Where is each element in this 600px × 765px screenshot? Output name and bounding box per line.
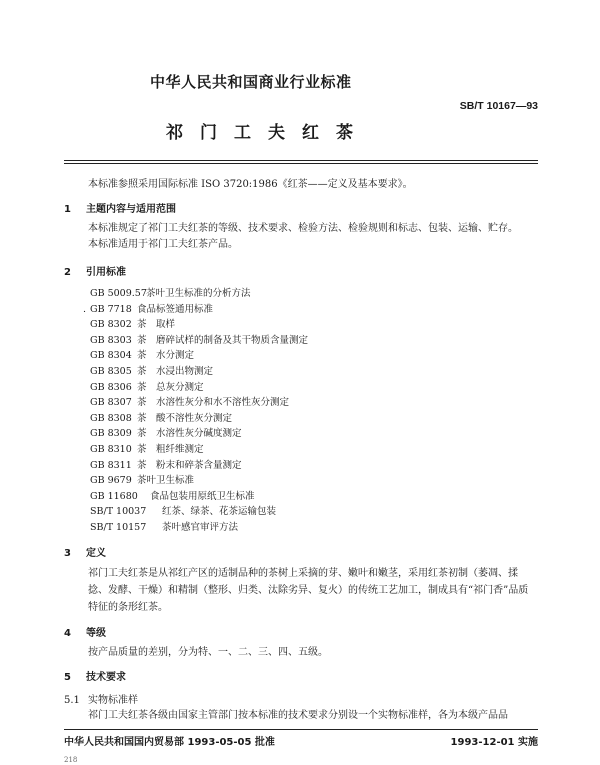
subsection-number: 5.1	[64, 695, 80, 706]
section-title: 等级	[86, 628, 106, 639]
reference-code: GB 8303	[90, 334, 132, 346]
reference-code: GB 8307	[90, 397, 132, 409]
section-title: 主题内容与适用范围	[86, 204, 176, 215]
reference-list	[83, 286, 309, 536]
reference-item	[90, 348, 308, 364]
subsection-title: 实物标准样	[88, 695, 138, 706]
reference-code: GB 8309	[90, 428, 132, 440]
page-number: 218	[64, 756, 78, 764]
reference-item	[90, 504, 308, 520]
reference-item	[90, 380, 308, 396]
reference-name: 茶 水分测定	[137, 350, 195, 362]
reference-name: 茶 酸不溶性灰分测定	[137, 412, 233, 424]
standard-category: 中华人民共和国商业行业标准	[150, 73, 352, 91]
subsection-heading	[64, 691, 138, 706]
bullet-mark: .	[83, 303, 87, 315]
header-divider-top	[64, 160, 538, 161]
section-number: 2	[64, 267, 71, 278]
grades-paragraph: 按产品质量的差别，分为特、一、二、三、四、五级。	[88, 647, 328, 658]
reference-item	[83, 302, 308, 318]
reference-code: GB 8306	[90, 381, 132, 393]
section-number: 4	[64, 628, 71, 639]
reference-item	[90, 364, 308, 380]
reference-name: 茶叶感官审评方法	[162, 521, 239, 533]
reference-item	[90, 489, 308, 505]
section-heading	[64, 263, 126, 278]
reference-name: 茶 水浸出物测定	[137, 365, 214, 377]
reference-code: GB 9679	[90, 475, 132, 487]
section-heading	[64, 624, 106, 639]
standard-code: SB/T 10167—93	[459, 100, 538, 112]
reference-name: 茶 磨碎试样的制备及其干物质含量测定	[137, 334, 309, 346]
reference-code: GB 5009.57	[90, 288, 147, 299]
reference-item	[90, 473, 308, 489]
section-title: 引用标准	[86, 267, 126, 278]
footer-divider	[64, 729, 538, 730]
section-heading	[64, 544, 106, 559]
section-number: 5	[64, 672, 71, 683]
section-heading	[64, 668, 126, 683]
reference-code: GB 8311	[90, 459, 132, 471]
reference-item	[90, 520, 308, 536]
reference-item	[90, 442, 308, 458]
reference-code: SB/T 10157	[90, 521, 147, 533]
reference-code: SB/T 10037	[90, 506, 147, 518]
reference-name: 食品标签通用标准	[137, 303, 214, 315]
reference-name: 茶 取样	[137, 319, 176, 331]
section-number: 3	[64, 548, 71, 559]
reference-item	[90, 317, 308, 333]
reference-item	[90, 333, 308, 349]
reference-name: 食品包装用原纸卫生标准	[150, 490, 255, 502]
reference-name: 茶 粉末和碎茶含量测定	[137, 459, 242, 471]
section-title: 定义	[86, 548, 106, 559]
reference-item	[90, 395, 308, 411]
reference-name: 茶叶卫生标准	[137, 475, 195, 487]
section-number: 1	[64, 204, 71, 215]
approval-info: 中华人民共和国国内贸易部 1993-05-05 批准	[64, 737, 275, 748]
reference-code: GB 8308	[90, 412, 132, 424]
reference-name: 茶 水溶性灰分碱度测定	[137, 428, 242, 440]
reference-item	[90, 411, 308, 427]
reference-item	[90, 458, 308, 474]
definition-paragraph: 祁门工夫红茶是从祁红产区的适制品种的茶树上采摘的芽、嫩叶和嫩茎，采用红茶初制（萎凋、揉捻、发酵、干燥）和精制（整形、归类、汰除劣异、复火）的传统工艺加工，制成具有“祁门香”品质特征的条形红茶。	[88, 568, 529, 613]
reference-name: 红茶、绿茶、花茶运输包装	[162, 506, 277, 518]
reference-code: GB 11680	[90, 490, 138, 502]
reference-code: GB 8310	[90, 443, 132, 455]
reference-name: 茶叶卫生标准的分析方法	[146, 288, 251, 299]
reference-code: GB 8304	[90, 350, 132, 362]
header-divider-bottom	[64, 163, 538, 164]
section-title: 技术要求	[86, 672, 126, 683]
scope-paragraph: 本标准规定了祁门工夫红茶的等级、技术要求、检验方法、检验规则和标志、包装、运输、贮存。	[88, 223, 518, 234]
scope-paragraph: 本标准适用于祁门工夫红茶产品。	[88, 239, 238, 250]
reference-code: GB 7718	[90, 303, 132, 315]
implementation-date: 1993-12-01 实施	[450, 737, 538, 748]
reference-item	[90, 426, 308, 442]
section-heading	[64, 200, 176, 215]
reference-code: GB 8305	[90, 365, 132, 377]
reference-name: 茶 总灰分测定	[137, 381, 204, 393]
tech-paragraph: 祁门工夫红茶各级由国家主管部门按本标准的技术要求分别设一个实物标准样，各为本级产品品	[88, 710, 508, 721]
document-title: 祁门工夫红茶	[166, 123, 370, 143]
reference-item	[90, 286, 308, 302]
reference-name: 茶 水溶性灰分和水不溶性灰分测定	[137, 397, 290, 409]
intro-paragraph: 本标准参照采用国际标准 ISO 3720:1986《红茶——定义及基本要求》。	[88, 179, 413, 190]
reference-code: GB 8302	[90, 319, 132, 331]
reference-name: 茶 粗纤维测定	[137, 443, 204, 455]
